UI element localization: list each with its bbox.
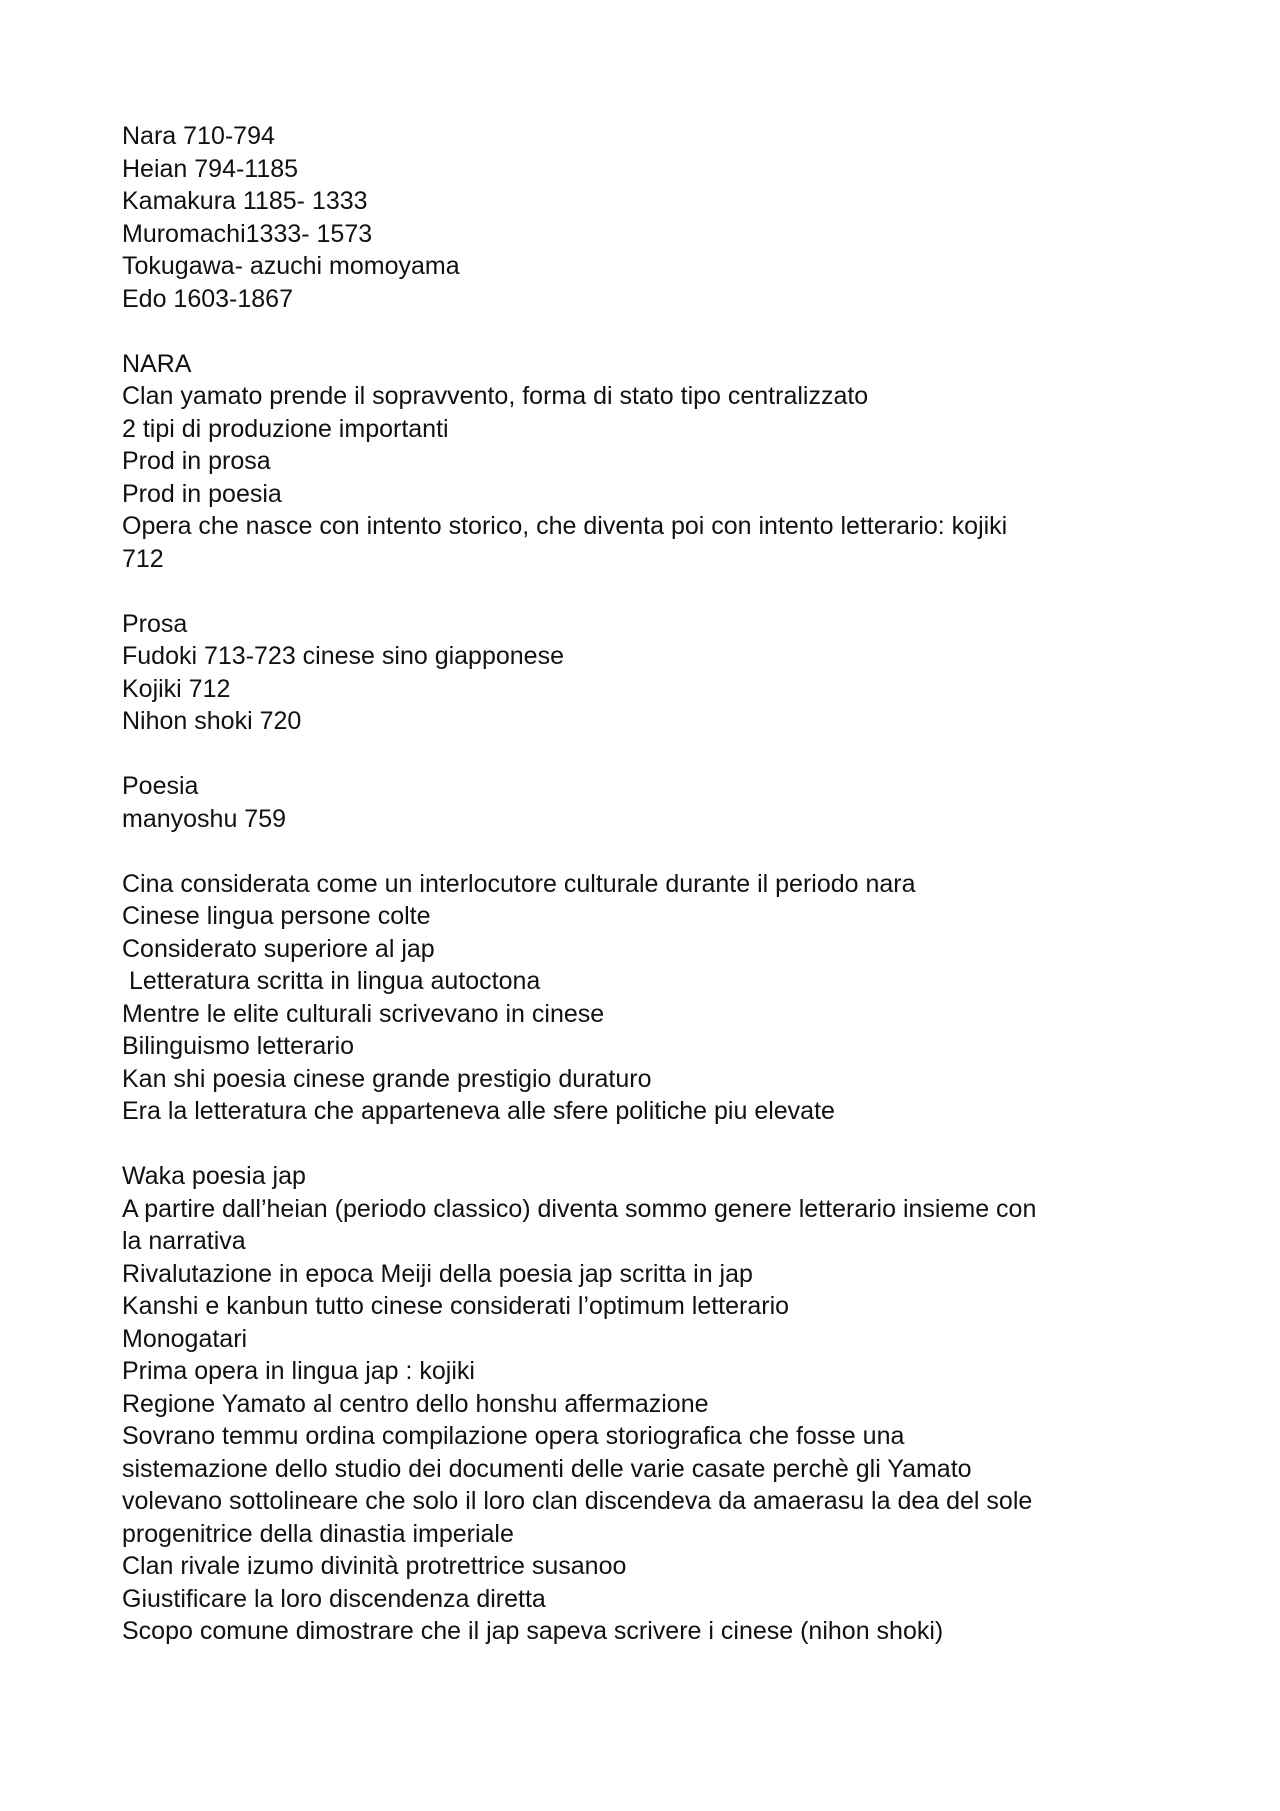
text-line: Fudoki 713-723 cinese sino giapponese (122, 642, 564, 670)
text-line: sistemazione dello studio dei documenti delle varie casate perchè gli Yamato (122, 1454, 972, 1483)
text-line: manyoshu 759 (122, 804, 287, 833)
text-line: Sovrano temmu ordina compilazione opera storiografica che fosse una (122, 1422, 905, 1450)
text-line: Cina considerata come un interlocutore culturale durante il periodo nara (122, 869, 916, 898)
document-page (122, 120, 1182, 1648)
text-line: Kamakura 1185- 1333 (122, 187, 368, 215)
section-heading: NARA (122, 349, 192, 378)
text-line: Scopo comune dimostrare che il jap sapeva scrivere i cinese (nihon shoki) (122, 1617, 944, 1645)
text-line: Edo 1603-1867 (122, 284, 293, 313)
section-prosa (122, 608, 1182, 738)
text-line: 2 tipi di produzione importanti (122, 414, 449, 443)
section-poesia (122, 770, 1182, 835)
text-line: Prod in prosa (122, 447, 271, 475)
text-line: Regione Yamato al centro dello honshu affermazione (122, 1389, 709, 1418)
text-line: volevano sottolineare che solo il loro clan discendeva da amaerasu la dea del sole (122, 1487, 1033, 1515)
text-line: Cinese lingua persone colte (122, 902, 431, 930)
text-line: Kan shi poesia cinese grande prestigio duraturo (122, 1064, 652, 1093)
text-line: Kanshi e kanbun tutto cinese considerati l’optimum letterario (122, 1292, 790, 1320)
text-line: 712 (122, 544, 164, 573)
text-line: Mentre le elite culturali scrivevano in cinese (122, 999, 605, 1028)
text-line: Clan rivale izumo divinità protrettrice susanoo (122, 1552, 627, 1580)
text-line: Letteratura scritta in lingua autoctona (122, 967, 541, 995)
text-line: Tokugawa- azuchi momoyama (122, 252, 460, 280)
text-line: Giustificare la loro discendenza diretta (122, 1584, 546, 1613)
text-line: Bilinguismo letterario (122, 1032, 355, 1060)
text-line: Nihon shoki 720 (122, 707, 302, 735)
section-nara (122, 348, 1182, 576)
text-line: Monogatari (122, 1324, 248, 1353)
section-cina (122, 868, 1182, 1128)
text-line: Heian 794-1185 (122, 154, 299, 183)
section-waka (122, 1160, 1182, 1648)
text-line: Prod in poesia (122, 479, 282, 508)
text-line: Prima opera in lingua jap : kojiki (122, 1357, 475, 1385)
section-heading: Poesia (122, 772, 199, 800)
text-line: Kojiki 712 (122, 674, 231, 703)
text-line: Clan yamato prende il sopravvento, forma di stato tipo centralizzato (122, 382, 869, 410)
text-line: Nara 710-794 (122, 122, 275, 150)
section-periods (122, 120, 1182, 315)
text-line: A partire dall’heian (periodo classico) diventa sommo genere letterario insieme con (122, 1194, 1037, 1223)
section-heading: Waka poesia jap (122, 1162, 306, 1190)
text-line: la narrativa (122, 1227, 246, 1255)
text-line: Muromachi1333- 1573 (122, 219, 373, 248)
text-line: Rivalutazione in epoca Meiji della poesia jap scritta in jap (122, 1259, 753, 1288)
text-line: Considerato superiore al jap (122, 934, 435, 963)
text-line: Opera che nasce con intento storico, che diventa poi con intento letterario: kojiki (122, 512, 1008, 540)
section-heading: Prosa (122, 609, 188, 638)
text-line: progenitrice della dinastia imperiale (122, 1519, 514, 1548)
text-line: Era la letteratura che apparteneva alle sfere politiche piu elevate (122, 1097, 835, 1125)
